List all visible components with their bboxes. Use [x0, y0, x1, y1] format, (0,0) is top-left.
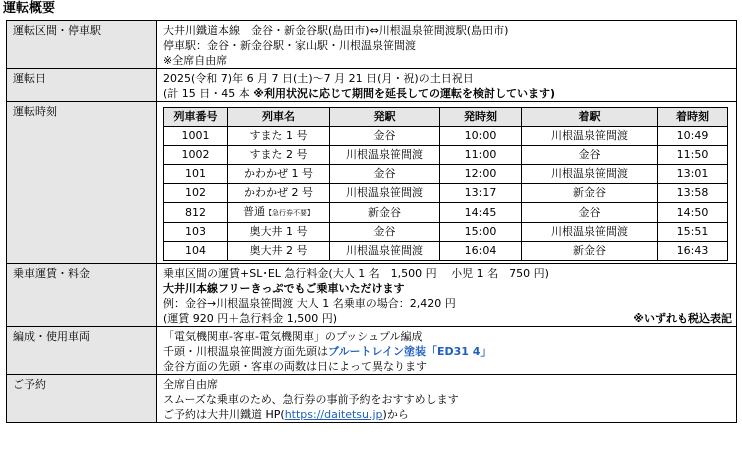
vehicle-label: 編成・使用車両 — [7, 327, 157, 375]
train-name — [228, 223, 330, 242]
timetable-row-item — [164, 203, 728, 223]
train-to: 新金谷 — [522, 184, 658, 203]
train-no: 102 — [164, 184, 228, 203]
reservation-content — [157, 375, 737, 423]
train-arr: 10:49 — [658, 127, 728, 146]
train-from: 川根温泉笹間渡 — [330, 184, 440, 203]
train-no: 1002 — [164, 146, 228, 165]
booking-site-line — [163, 407, 732, 422]
dates-row — [7, 69, 737, 102]
train-no: 104 — [164, 242, 228, 261]
train-arr: 13:01 — [658, 165, 728, 184]
formation-line: 「電気機関車‐客車‐電気機関車」のプッシュプル編成 — [163, 330, 423, 343]
fare-line: 乗車区間の運賃+SL･EL 急行料金(大人 1 名 1,500 円 小児 1 名 750 円) — [163, 267, 549, 280]
overview-table — [6, 20, 737, 423]
train-name-text: かわかぜ 1 号 — [244, 167, 313, 180]
train-from: 金谷 — [330, 223, 440, 242]
header-train-no: 列車番号 — [164, 108, 228, 127]
advance-booking-line: スムーズな乗車のため、急行券の事前予約をおすすめします — [163, 393, 459, 406]
lead-car-line — [163, 344, 732, 359]
timetable-row — [7, 102, 737, 264]
train-name-text: 奥大井 1 号 — [249, 225, 308, 238]
train-to: 金谷 — [522, 146, 658, 165]
train-arr: 14:50 — [658, 203, 728, 223]
header-from: 発駅 — [330, 108, 440, 127]
train-name-text: すまた 2 号 — [249, 148, 308, 161]
train-dep: 14:45 — [440, 203, 522, 223]
dates-content — [157, 69, 737, 102]
train-no: 103 — [164, 223, 228, 242]
train-dep: 10:00 — [440, 127, 522, 146]
fare-row — [7, 264, 737, 327]
train-arr: 16:43 — [658, 242, 728, 261]
train-arr: 15:51 — [658, 223, 728, 242]
route-row — [7, 21, 737, 69]
train-arr: 13:58 — [658, 184, 728, 203]
train-name-text: 普通 — [243, 205, 265, 218]
train-no: 812 — [164, 203, 228, 223]
train-from: 金谷 — [330, 127, 440, 146]
train-name-text: すまた 1 号 — [249, 129, 308, 142]
seating-line: ※全席自由席 — [163, 54, 228, 67]
header-to: 着駅 — [522, 108, 658, 127]
route-content — [157, 21, 737, 69]
reservation-row — [7, 375, 737, 423]
header-train-name: 列車名 — [228, 108, 330, 127]
train-dep: 12:00 — [440, 165, 522, 184]
train-name-text: かわかぜ 2 号 — [244, 186, 313, 199]
dates-count-line — [163, 86, 732, 101]
train-from: 川根温泉笹間渡 — [330, 146, 440, 165]
timetable-row-item — [164, 165, 728, 184]
train-name-note: 【急行券不要】 — [265, 209, 314, 217]
booking-site-suffix: )から — [382, 408, 409, 421]
train-name — [228, 146, 330, 165]
train-name-text: 奥大井 2 号 — [249, 244, 308, 257]
train-arr: 11:50 — [658, 146, 728, 165]
timetable-header-row — [164, 108, 728, 127]
timetable-row-item — [164, 184, 728, 203]
train-from: 新金谷 — [330, 203, 440, 223]
train-name — [228, 203, 330, 223]
train-no: 1001 — [164, 127, 228, 146]
vehicle-row — [7, 327, 737, 375]
train-to: 川根温泉笹間渡 — [522, 223, 658, 242]
stops-line: 停車駅：金谷・新金谷駅・家山駅・川根温泉笹間渡 — [163, 39, 416, 52]
timetable-row-item — [164, 127, 728, 146]
free-seating-line: 全席自由席 — [163, 378, 218, 391]
header-dep: 発時刻 — [440, 108, 522, 127]
train-dep: 15:00 — [440, 223, 522, 242]
timetable — [163, 107, 728, 261]
vehicle-content — [157, 327, 737, 375]
train-to: 金谷 — [522, 203, 658, 223]
blue-train-livery: ブルートレイン塗装「ED31 4」 — [328, 345, 492, 358]
train-to: 川根温泉笹間渡 — [522, 127, 658, 146]
route-line: 大井川鐵道本線 金谷・新金谷駅(島田市)⇔川根温泉笹間渡駅(島田市) — [163, 24, 509, 37]
train-dep: 13:17 — [440, 184, 522, 203]
timetable-row-item — [164, 146, 728, 165]
train-from: 金谷 — [330, 165, 440, 184]
header-arr: 着時刻 — [658, 108, 728, 127]
fare-example-line: 例：金谷→川根温泉笹間渡 大人 1 名乗車の場合：2,420 円 — [163, 297, 456, 310]
daitetsu-link[interactable]: https://daitetsu.jp — [284, 408, 383, 421]
timetable-row-item — [164, 223, 728, 242]
train-name — [228, 165, 330, 184]
timetable-row-item — [164, 242, 728, 261]
timetable-content — [157, 102, 737, 264]
reservation-label: ご予約 — [7, 375, 157, 423]
train-no: 101 — [164, 165, 228, 184]
fare-content — [157, 264, 737, 327]
dates-count: (計 15 日・45 本 — [163, 87, 254, 100]
booking-site-text: ご予約は大井川鐵道 HP( — [163, 408, 285, 421]
timetable-label: 運転時刻 — [7, 102, 157, 264]
train-from: 川根温泉笹間渡 — [330, 242, 440, 261]
train-dep: 16:04 — [440, 242, 522, 261]
train-dep: 11:00 — [440, 146, 522, 165]
train-name — [228, 127, 330, 146]
dates-line: 2025(令和 7)年 6 月 7 日(土)～7 月 21 日(月・祝)の土日祝日 — [163, 72, 474, 85]
kanaya-lead-line: 金谷方面の先頭・客車の両数は日によって異なります — [163, 360, 427, 373]
train-to: 新金谷 — [522, 242, 658, 261]
page-title: 運転概要 — [3, 1, 56, 16]
fare-breakdown: (運賃 920 円＋急行料金 1,500 円) — [163, 312, 338, 325]
train-name — [228, 242, 330, 261]
train-name — [228, 184, 330, 203]
fare-breakdown-row — [163, 311, 732, 326]
lead-car-text: 千頭・川根温泉笹間渡方面先頭は — [163, 345, 328, 358]
free-pass-line: 大井川本線フリーきっぷでもご乗車いただけます — [163, 282, 405, 295]
tax-note: ※いずれも税込表記 — [633, 312, 732, 325]
route-label: 運転区間・停車駅 — [7, 21, 157, 69]
dates-extension-note: ※利用状況に応じて期間を延長しての運転を検討しています) — [253, 87, 556, 100]
dates-label: 運転日 — [7, 69, 157, 102]
train-to: 川根温泉笹間渡 — [522, 165, 658, 184]
fare-label: 乗車運賃・料金 — [7, 264, 157, 327]
